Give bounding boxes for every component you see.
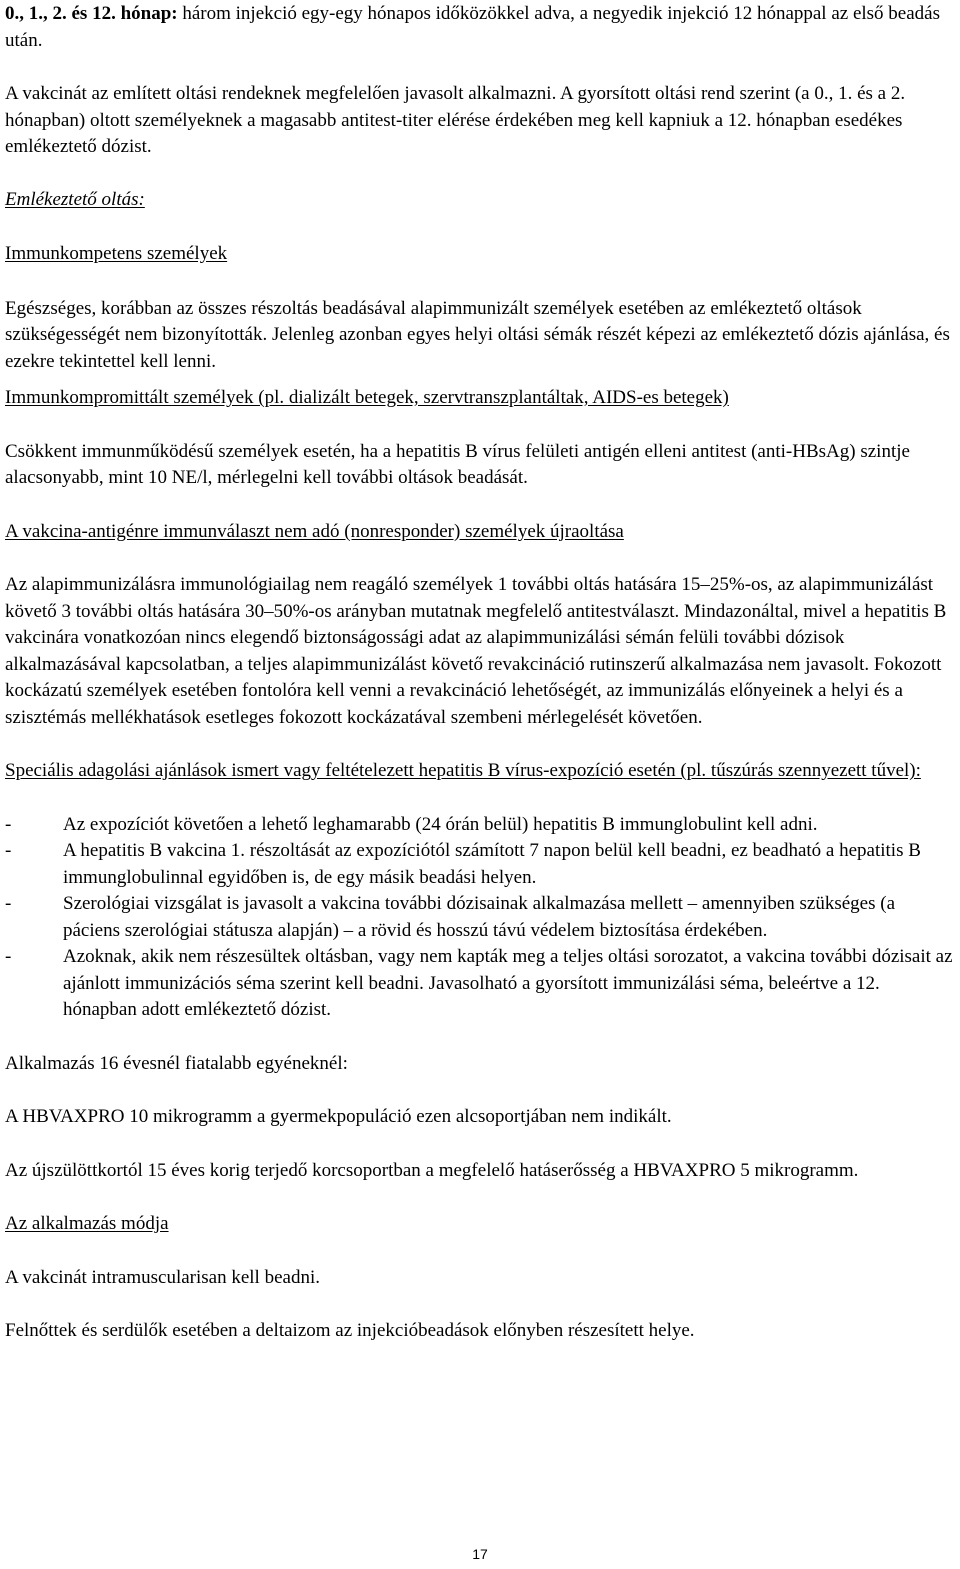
list-item-text: A hepatitis B vakcina 1. részoltását az expozíciótól számított 7 napon belül kell beadni, ez beadható a hepatitis B immunglobulinnal egyidőben is, de egy másik beadási helyen.: [63, 840, 921, 888]
list-item: [5, 812, 955, 839]
list-item-text: Azoknak, akik nem részesültek oltásban, vagy nem kapták meg a teljes oltási sorozatot, a vakcina további dózisait az ajánlott immunizációs séma szerint kell beadni. Javasolható a gyorsított immunizálási séma, beleértve a 12. hónapban adott emlékeztető dózist.: [63, 946, 953, 1020]
list-item-text: Szerológiai vizsgálat is javasolt a vakcina további dózisainak alkalmazása mellett – amennyiben szükséges (a páciens szerológiai státusza alapján) – a rövid és hosszú távú védelem biztosítása érdekében.: [63, 893, 896, 941]
administration-paragraph-1: A vakcinát intramuscularisan kell beadni.: [5, 1266, 320, 1288]
recommendation-paragraph: A vakcinát az említett oltási rendeknek megfelelően javasolt alkalmazni. A gyorsított oltási rend szerint (a 0., 1. és a 2. hónapban) oltott személyeknek a magasabb antitest-titer elérése érdekében meg kell kapniuk a 12. hónapban esedékes emlékeztető dózist.: [5, 83, 906, 157]
nonresponder-heading: A vakcina-antigénre immunválaszt nem adó (nonresponder) személyek újraoltása: [5, 520, 624, 542]
administration-heading: Az alkalmazás módja: [5, 1213, 169, 1234]
exposure-list: [5, 812, 955, 1024]
immunocompetent-heading: Immunkompetens személyek: [5, 243, 228, 264]
schedule-paragraph: [5, 0, 955, 54]
list-item-text: Az expozíciót követően a lehető leghamarabb (24 órán belül) hepatitis B immunglobulint kell adni.: [63, 813, 818, 835]
list-dash: -: [5, 946, 12, 967]
page-number: 17: [472, 1546, 488, 1562]
under16-heading: Alkalmazás 16 évesnél fiatalabb egyéneknél:: [5, 1052, 348, 1074]
immunocompromised-heading: Immunkompromittált személyek (pl. dializált betegek, szervtranszplantáltak, AIDS-es betegek): [5, 387, 729, 408]
immunocompromised-paragraph: Csökkent immunműködésű személyek esetén, ha a hepatitis B vírus felületi antigén elleni antitest (anti-HBsAg) szintje alacsonyabb, mint 10 NE/l, mérlegelni kell további oltások beadását.: [5, 440, 910, 488]
under16-paragraph: A HBVAXPRO 10 mikrogramm a gyermekpopuláció ezen alcsoportjában nem indikált.: [5, 1106, 672, 1127]
nonresponder-paragraph: Az alapimmunizálásra immunológiailag nem reagáló személyek 1 további oltás hatására 15–25%-os, az alapimmunizálást követő 3 további oltás hatására 30–50%-os arányban mutatnak megfelelő antitestválaszt. Mindazonáltal, mivel a hepatitis B vakcinára vonatkozóan nincs elegendő biztonságossági adat az alapimmunizálási sémán felüli további dózisok alkalmazásával kapcsolatban, a teljes alapimmunizálást követő revakcináció rutinszerű alkalmazása nem javasolt. Fokozott kockázatú személyek esetében fontolóra kell venni a revakcináció lehetőségét, az immunizálás előnyeinek a helyi és a szisztémás mellékhatások esetleges fokozott kockázatával szembeni mérlegelését követően.: [5, 574, 947, 728]
schedule-bold-label: 0., 1., 2. és 12. hónap:: [5, 3, 178, 24]
booster-heading: Emlékeztető oltás:: [5, 188, 145, 210]
list-item: [5, 838, 955, 891]
immunocompetent-paragraph: Egészséges, korábban az összes részoltás beadásával alapimmunizált személyek esetében az emlékeztető oltások szükségességét nem bizonyították. Jelenleg azonban egyes helyi oltási sémák részét képezi az emlékeztető dózis ajánlása, és ezekre tekintettel kell lenni.: [5, 297, 950, 372]
exposure-heading: Speciális adagolási ajánlások ismert vagy feltételezett hepatitis B vírus-expozíció esetén (pl. tűszúrás szennyezett tűvel):: [5, 760, 921, 781]
document-page: [5, 0, 955, 1345]
list-item: [5, 944, 955, 1024]
list-dash: -: [5, 840, 12, 861]
under16-dose-paragraph: Az újszülöttkortól 15 éves korig terjedő korcsoportban a megfelelő hatáserősség a HBVAXPRO 5 mikrogramm.: [5, 1159, 859, 1181]
list-dash: -: [5, 813, 12, 835]
list-dash: -: [5, 893, 12, 914]
administration-paragraph-2: Felnőttek és serdülők esetében a deltaizom az injekcióbeadások előnyben részesített helye.: [5, 1320, 695, 1341]
list-item: [5, 891, 955, 944]
schedule-text: három injekció egy-egy hónapos időközökkel adva, a negyedik injekció 12 hónappal az első beadás után.: [5, 3, 941, 51]
